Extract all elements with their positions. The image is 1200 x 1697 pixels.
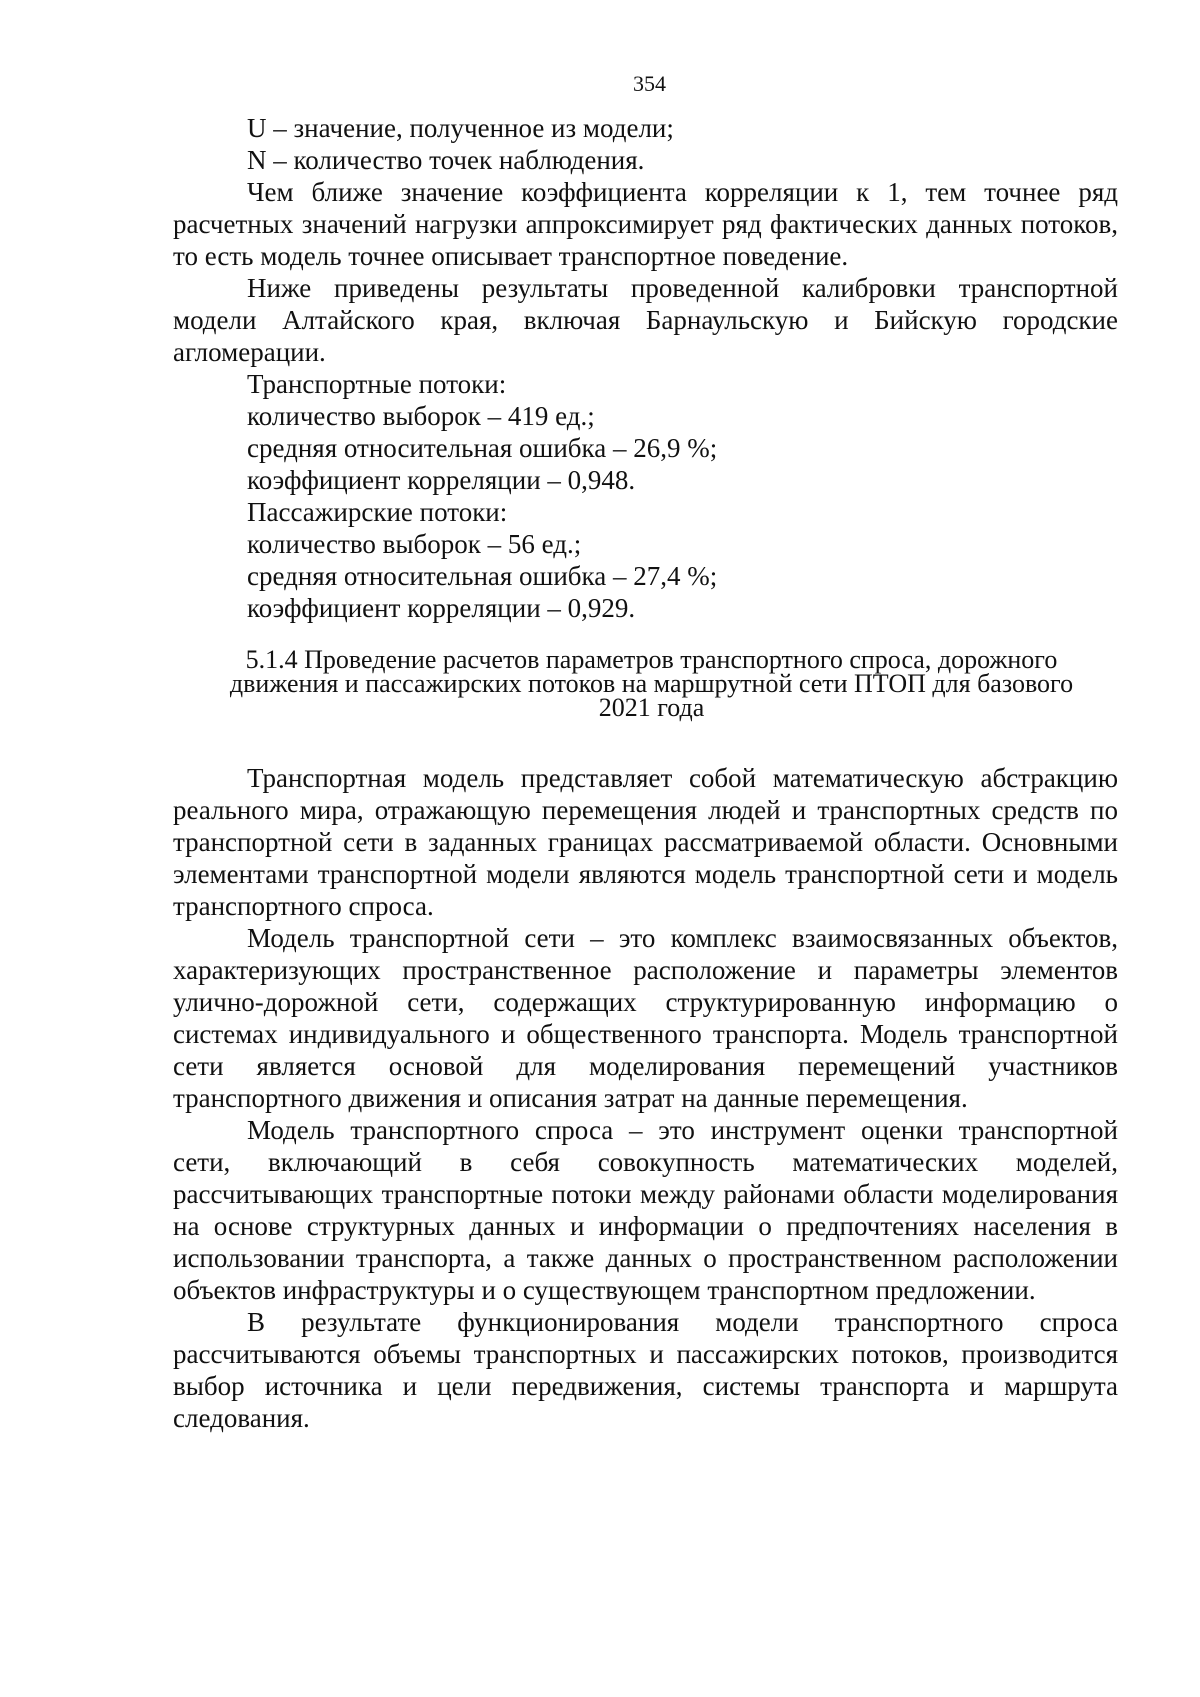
passenger-flows-samples: количество выборок – 56 ед.; [247,529,582,559]
legend-u: U – значение, полученное из модели; [247,113,674,143]
paragraph-transport-demand-model: Модель транспортного спроса – это инструмент оценки транспортной сети, включающий в себя совокупность математических моделей, рассчитывающих транспортные потоки между районами области моделирования на основе структурных данных и информации о предпочтениях населения в использовании транспорта, а также данных о пространственном расположении объектов инфраструктуры и о существующем транспортном предложении. [173,1115,1118,1305]
transport-flows-heading: Транспортные потоки: [247,369,507,399]
paragraph-transport-model: Транспортная модель представляет собой математическую абстракцию реального мира, отражающую перемещения людей и транспортных средств по транспортной сети в заданных границах рассматриваемой области. Основными элементами транспортной модели являются модель транспортной сети и модель транспортного спроса. [173,763,1118,921]
passenger-flows-heading: Пассажирские потоки: [247,497,508,527]
section-heading-line-1: 5.1.4 Проведение расчетов параметров транспортного спроса, дорожного [245,645,1058,674]
section-heading [173,645,1118,722]
section-heading-line-2: движения и пассажирских потоков на маршрутной сети ПТОП для базового [229,669,1074,698]
paragraph-demand-model-results: В результате функционирования модели транспортного спроса рассчитываются объемы транспортных и пассажирских потоков, производится выбор источника и цели передвижения, системы транспорта и маршрута следования. [173,1307,1118,1433]
paragraph-correlation: Чем ближе значение коэффициента корреляции к 1, тем точнее ряд расчетных значений нагрузки аппроксимирует ряд фактических данных потоков, то есть модель точнее описывает транспортное поведение. [173,177,1118,271]
passenger-flows-correlation: коэффициент корреляции – 0,929. [247,593,636,623]
paragraph-calibration-results: Ниже приведены результаты проведенной калибровки транспортной модели Алтайского края, включая Барнаульскую и Бийскую городские агломерации. [173,273,1118,367]
passenger-flows-error: средняя относительная ошибка – 27,4 %; [247,561,718,591]
section-heading-line-3: 2021 года [598,693,705,722]
paragraph-transport-network-model: Модель транспортной сети – это комплекс взаимосвязанных объектов, характеризующих пространственное расположение и параметры элементов улично-дорожной сети, содержащих структурированную информацию о системах индивидуального и общественного транспорта. Модель транспортной сети является основой для моделирования перемещений участников транспортного движения и описания затрат на данные перемещения. [173,923,1118,1113]
legend-n: N – количество точек наблюдения. [247,145,645,175]
transport-flows-correlation: коэффициент корреляции – 0,948. [247,465,636,495]
transport-flows-block [173,368,1118,496]
page-number: 354 [633,71,666,96]
transport-flows-error: средняя относительная ошибка – 26,9 %; [247,433,718,463]
passenger-flows-block [173,496,1118,624]
transport-flows-samples: количество выборок – 419 ед.; [247,401,595,431]
document-page [173,70,1118,1434]
